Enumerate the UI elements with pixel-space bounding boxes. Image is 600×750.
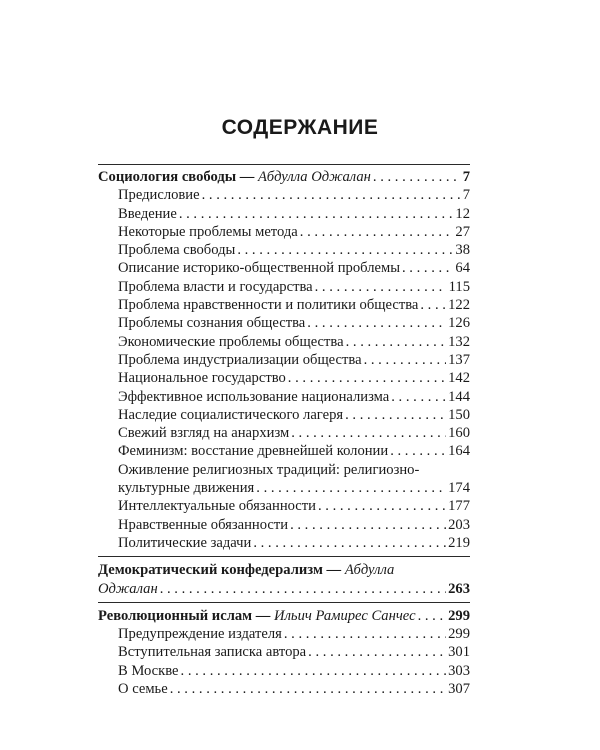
- entry-title: Предупреждение издателя: [118, 626, 282, 643]
- dot-leader: [315, 278, 447, 296]
- dot-leader: [202, 186, 461, 204]
- dot-leader: [318, 497, 446, 515]
- entry-title-line: Оживление религиозных традиций: религиозно-: [118, 461, 420, 478]
- page-number: 203: [448, 516, 470, 533]
- entry-title: культурные движения: [118, 480, 255, 497]
- entry-title: Экономические проблемы общества: [118, 333, 344, 350]
- toc-entry[interactable]: [98, 186, 470, 204]
- page-number: 126: [448, 315, 470, 332]
- toc-entry[interactable]: [98, 296, 470, 314]
- toc-entry[interactable]: [98, 534, 470, 552]
- entry-title: Проблемы сознания общества: [118, 315, 306, 332]
- dot-leader: [402, 259, 453, 277]
- page-number: 301: [448, 644, 470, 661]
- dot-leader: [181, 662, 447, 680]
- entry-title: О семье: [118, 681, 168, 698]
- entry-title: Проблема власти и государства: [118, 278, 313, 295]
- toc-section-heading[interactable]: [98, 168, 470, 186]
- dot-leader: [373, 168, 461, 186]
- entry-title: В Москве: [118, 662, 179, 679]
- toc-entry[interactable]: [98, 241, 470, 259]
- entry-title: Политические задачи: [118, 534, 252, 551]
- dot-leader: [308, 643, 446, 661]
- toc-section-heading[interactable]: [98, 607, 470, 625]
- dot-leader: [237, 241, 453, 259]
- entry-title: Некоторые проблемы метода: [118, 223, 298, 240]
- dot-leader: [291, 424, 446, 442]
- page-number: 177: [448, 498, 470, 515]
- page-number: 12: [455, 205, 470, 222]
- section-author: Абдулла Оджалан: [258, 169, 371, 185]
- dot-leader: [160, 580, 446, 598]
- entry-title: Эффективное использование национализма: [118, 388, 390, 405]
- table-of-contents: [98, 164, 470, 698]
- toc-section-heading-line: [98, 561, 470, 579]
- section-title: Социология свободы —: [98, 169, 255, 185]
- entry-title: Национальное государство: [118, 370, 286, 387]
- dot-leader: [420, 296, 446, 314]
- dot-leader: [390, 442, 446, 460]
- page-number: 142: [448, 370, 470, 387]
- page-number: 38: [455, 242, 470, 259]
- dot-leader: [300, 223, 454, 241]
- page-number: 122: [448, 297, 470, 314]
- toc-entry[interactable]: [98, 388, 470, 406]
- toc-entry[interactable]: [98, 223, 470, 241]
- toc-section-heading[interactable]: [98, 580, 470, 598]
- dot-leader: [288, 369, 446, 387]
- dot-leader: [170, 680, 446, 698]
- page-number: 132: [448, 333, 470, 350]
- section-title: Революционный ислам —: [98, 607, 271, 624]
- page-number: 64: [455, 260, 470, 277]
- page-number: 144: [448, 388, 470, 405]
- page-title: СОДЕРЖАНИЕ: [221, 116, 379, 139]
- dot-leader: [256, 479, 446, 497]
- section-divider: [98, 556, 470, 557]
- section-title: Демократический конфедерализм —: [98, 562, 342, 579]
- toc-entry[interactable]: [98, 680, 470, 698]
- toc-entry[interactable]: [98, 406, 470, 424]
- entry-title: Вступительная записка автора: [118, 644, 307, 661]
- dot-leader: [418, 607, 447, 625]
- dot-leader: [391, 388, 446, 406]
- entry-title: Описание историко-общественной проблемы: [118, 260, 400, 277]
- page-number: 263: [448, 580, 470, 597]
- dot-leader: [179, 205, 454, 223]
- section-author: Абдулла: [344, 562, 395, 579]
- toc-entry[interactable]: [98, 205, 470, 223]
- page-number: 137: [448, 351, 470, 368]
- toc-entry[interactable]: [98, 497, 470, 515]
- toc-entry[interactable]: [98, 259, 470, 277]
- page-number: 27: [455, 223, 470, 240]
- dot-leader: [364, 351, 447, 369]
- section-divider: [98, 602, 470, 603]
- entry-title: Проблема свободы: [118, 242, 236, 259]
- page-number: 299: [448, 607, 470, 624]
- page-number: 164: [448, 443, 470, 460]
- page-number: 219: [448, 534, 470, 551]
- page-number: 115: [448, 278, 470, 295]
- entry-title: Предисловие: [118, 187, 200, 204]
- toc-entry[interactable]: [98, 424, 470, 442]
- dot-leader: [290, 516, 446, 534]
- toc-entry[interactable]: [98, 479, 470, 497]
- entry-title: Наследие социалистического лагеря: [118, 406, 344, 423]
- section-author: Оджалан: [98, 580, 158, 597]
- toc-entry[interactable]: [98, 314, 470, 332]
- toc-entry[interactable]: [98, 643, 470, 661]
- dot-leader: [346, 333, 447, 351]
- entry-title: Свежий взгляд на анархизм: [118, 425, 290, 442]
- entry-title: Введение: [118, 205, 177, 222]
- page-number: 303: [448, 662, 470, 679]
- toc-entry[interactable]: [98, 662, 470, 680]
- page-number: 307: [448, 681, 470, 698]
- page-number: 299: [448, 626, 470, 643]
- page-number: 7: [462, 169, 470, 185]
- dot-leader: [253, 534, 446, 552]
- page-number: 174: [448, 480, 470, 497]
- entry-title: Нравственные обязанности: [118, 516, 289, 533]
- section-author: Ильич Рамирес Санчес: [274, 607, 416, 624]
- page-number: 150: [448, 406, 470, 423]
- toc-entry[interactable]: [98, 625, 470, 643]
- page-number: 7: [462, 187, 470, 204]
- entry-title: Проблема нравственности и политики общества: [118, 297, 419, 314]
- toc-entry[interactable]: [98, 442, 470, 460]
- dot-leader: [345, 406, 446, 424]
- section-divider: [98, 164, 470, 165]
- dot-leader: [284, 625, 446, 643]
- entry-title: Феминизм: восстание древнейшей колонии: [118, 443, 389, 460]
- toc-entry[interactable]: [98, 369, 470, 387]
- dot-leader: [307, 314, 446, 332]
- page-number: 160: [448, 425, 470, 442]
- entry-title: Интеллектуальные обязанности: [118, 498, 316, 515]
- toc-entry[interactable]: [98, 351, 470, 369]
- toc-entry[interactable]: [98, 516, 470, 534]
- entry-title: Проблема индустриализации общества: [118, 351, 362, 368]
- toc-entry[interactable]: [98, 333, 470, 351]
- toc-entry[interactable]: [98, 278, 470, 296]
